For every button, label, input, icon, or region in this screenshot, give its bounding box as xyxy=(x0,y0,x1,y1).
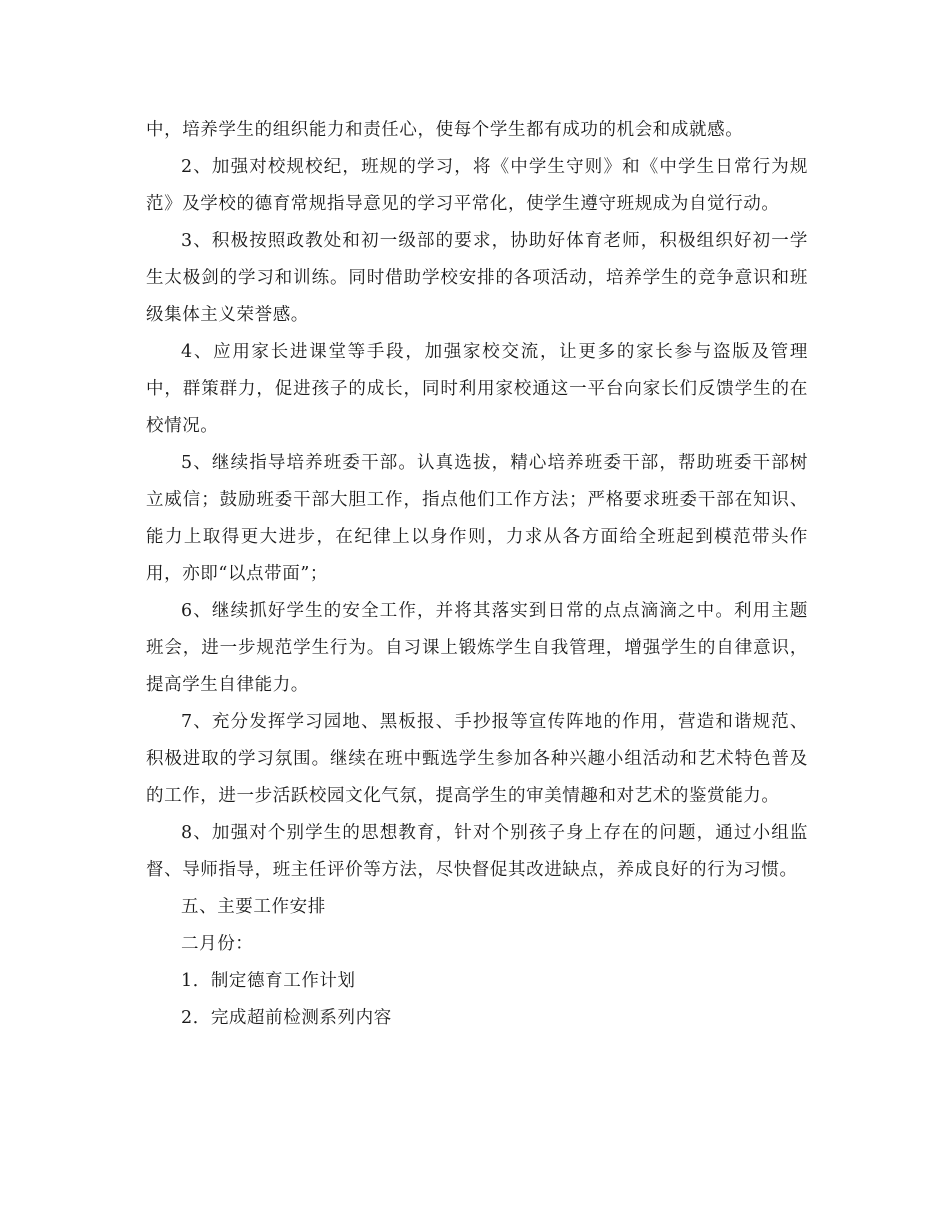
paragraph-item-6: 6、继续抓好学生的安全工作，并将其落实到日常的点点滴滴之中。利用主题班会，进一步规范学生行为。自习课上锻炼学生自我管理，增强学生的自律意识，提高学生自律能力。 xyxy=(146,601,808,695)
section-heading: 五、主要工作安排 xyxy=(181,897,326,917)
paragraph-item-3: 3、积极按照政教处和初一级部的要求，协助好体育老师，积极组织好初一学生太极剑的学习和训练。同时借助学校安排的各项活动，培养学生的竞争意识和班级集体主义荣誉感。 xyxy=(146,231,808,325)
month-label: 二月份： xyxy=(181,934,254,954)
schedule-item-2: 2．完成超前检测系列内容 xyxy=(181,1008,392,1028)
paragraph-item-7: 7、充分发挥学习园地、黑板报、手抄报等宣传阵地的作用，营造和谐规范、积极进取的学习氛围。继续在班中甄选学生参加各种兴趣小组活动和艺术特色普及的工作，进一步活跃校园文化气氛，提高学生的审美情趣和对艺术的鉴赏能力。 xyxy=(146,712,808,806)
paragraph-item-5: 5、继续指导培养班委干部。认真选拔，精心培养班委干部，帮助班委干部树立威信；鼓励班委干部大胆工作，指点他们工作方法；严格要求班委干部在知识、能力上取得更大进步，在纪律上以身作则，力求从各方面给全班起到模范带头作用，亦即“以点带面”； xyxy=(146,453,808,584)
paragraph-continuation: 中，培养学生的组织能力和责任心，使每个学生都有成功的机会和成就感。 xyxy=(146,120,744,140)
document-body xyxy=(146,112,808,1037)
paragraph-item-2: 2、加强对校规校纪，班规的学习，将《中学生守则》和《中学生日常行为规范》及学校的德育常规指导意见的学习平常化，使学生遵守班规成为自觉行动。 xyxy=(146,157,808,214)
schedule-item-1: 1．制定德育工作计划 xyxy=(181,971,356,991)
paragraph-item-4: 4、应用家长进课堂等手段，加强家校交流，让更多的家长参与盗版及管理中，群策群力，促进孩子的成长，同时利用家校通这一平台向家长们反馈学生的在校情况。 xyxy=(146,342,808,436)
paragraph-item-8: 8、加强对个别学生的思想教育，针对个别孩子身上存在的问题，通过小组监督、导师指导，班主任评价等方法，尽快督促其改进缺点，养成良好的行为习惯。 xyxy=(146,823,808,880)
